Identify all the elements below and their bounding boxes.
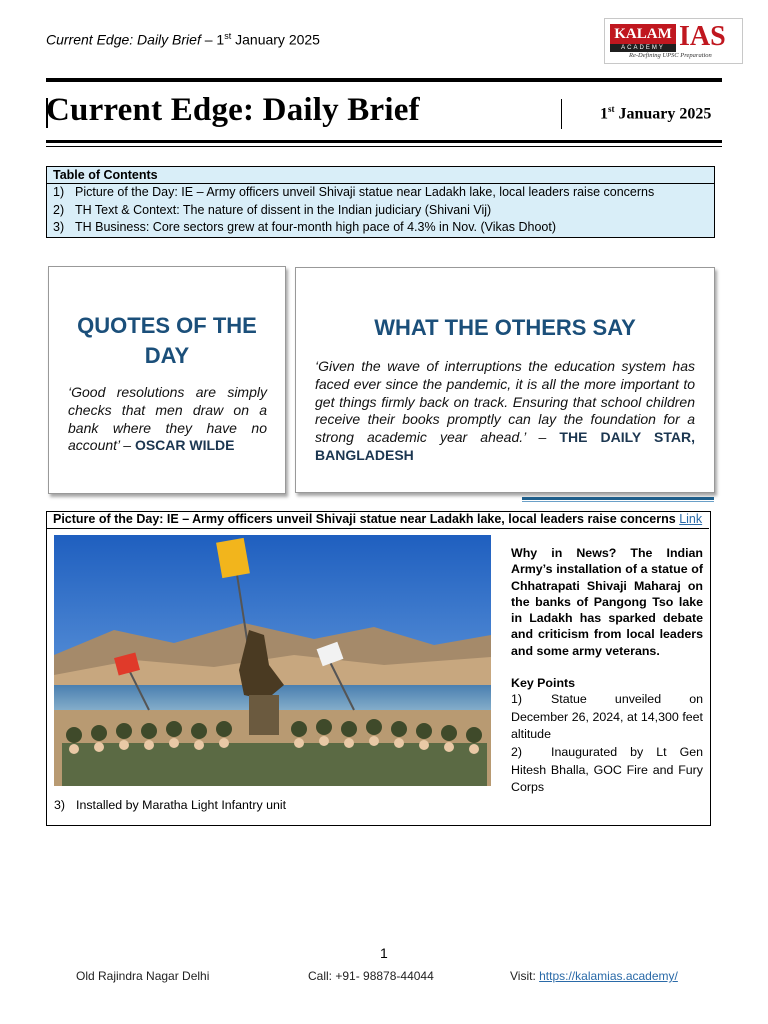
issue-date-day: 1 (600, 105, 608, 123)
toc-heading: Table of Contents (47, 167, 714, 184)
toc-item-num: 3) (53, 220, 65, 234)
toc-item-text: TH Business: Core sectors grew at four-month high pace of 4.3% in Nov. (Vikas Dhoot) (75, 220, 556, 234)
key-point-num: 1) (511, 692, 523, 706)
others-say-source: THE DAILY STAR, BANGLADESH (315, 429, 695, 463)
logo-ias: IAS (679, 21, 726, 52)
why-in-news: Why in News? The Indian Army’s installation of a statue of Chhatrapati Shivaji Maharaj on the banks of Pangong Tso lake in Ladakh has sparked debate and criticism from local leaders and some army veterans. (511, 546, 703, 658)
toc-item-num: 2) (53, 202, 65, 217)
issue-date (600, 104, 711, 123)
key-points-heading: Key Points (511, 676, 576, 690)
running-header-day: 1 (216, 31, 225, 48)
issue-date-suffix: st (608, 104, 615, 114)
accent-divider-thin (522, 501, 714, 502)
key-point (511, 691, 703, 744)
quote-author: OSCAR WILDE (134, 437, 235, 454)
page-number: 1 (380, 945, 388, 961)
key-point-text: Inaugurated by Lt Gen Hitesh Bhalla, GOC Fire and Fury Corps (511, 745, 703, 794)
running-header-sep: – (200, 31, 217, 48)
footer-address: Old Rajindra Nagar Delhi (76, 969, 210, 983)
footer-call: Call: +91- 98878-44044 (308, 969, 434, 983)
title-bottom-rule (46, 140, 722, 143)
running-header-title: Current Edge: Daily Brief (46, 31, 201, 48)
shivaji-statue-photo (54, 535, 491, 786)
quotes-card (48, 266, 286, 494)
running-header-month-year: January 2025 (231, 31, 320, 48)
others-say-text (315, 358, 695, 465)
photo-illustration (54, 535, 491, 786)
toc-item[interactable] (47, 184, 714, 202)
footer-visit-label: Visit: (510, 969, 540, 983)
picture-of-day-heading (46, 511, 709, 529)
table-of-contents (46, 166, 715, 238)
logo-tagline: Re-Defining UPSC Preparation (629, 52, 712, 59)
footer-visit (510, 969, 678, 983)
toc-item-num: 1) (53, 185, 65, 199)
running-header-day-suffix: st (224, 31, 232, 41)
key-point (511, 744, 703, 797)
kalam-ias-logo (604, 18, 743, 64)
quote-body: ‘Good resolutions are simply checks that men draw on a bank where they have no account’ – (68, 384, 267, 454)
toc-item[interactable] (47, 219, 714, 237)
picture-heading-text: Picture of the Day: IE – Army officers unveil Shivaji statue near Ladakh lake, local leaders raise concerns (53, 512, 680, 526)
running-header (46, 31, 320, 48)
key-point-num: 3) (54, 798, 66, 812)
quotes-title: QUOTES OF THE DAY (77, 313, 257, 368)
page-title: Current Edge: Daily Brief (46, 92, 420, 128)
toc-item-text: TH Text & Context: The nature of dissent in the Indian judiciary (Shivani Vij) (75, 202, 492, 217)
others-say-title: WHAT THE OTHERS SAY (374, 315, 636, 340)
footer-website-link[interactable]: https://kalamias.academy/ (539, 969, 678, 983)
title-bottom-rule-thin (46, 146, 722, 147)
others-say-body: ‘Given the wave of interruptions the education system has faced ever since the pandemic, it is all the more important to get things firmly back on track. Ensuring that school children receive their books promptly can lay the foundation for a strong academic year ahead.’ – (315, 358, 695, 446)
logo-kalam: KALAM (610, 24, 676, 44)
key-point-num: 2) (511, 745, 523, 759)
logo-academy: ACADEMY (610, 44, 676, 52)
quote-text (68, 384, 267, 455)
toc-item-text: Picture of the Day: IE – Army officers unveil Shivaji statue near Ladakh lake, local leaders raise concerns (75, 185, 655, 199)
key-point (54, 798, 286, 812)
others-say-card (295, 267, 715, 493)
title-top-rule (46, 78, 722, 82)
key-point-text: Installed by Maratha Light Infantry unit (76, 798, 287, 812)
accent-divider (522, 497, 714, 500)
key-point-text: Statue unveiled on December 26, 2024, at 14,300 feet altitude (511, 692, 703, 741)
issue-date-rest: January 2025 (614, 105, 712, 123)
picture-source-link[interactable]: Link (679, 512, 703, 526)
date-divider (561, 99, 562, 129)
toc-item[interactable] (47, 202, 714, 220)
